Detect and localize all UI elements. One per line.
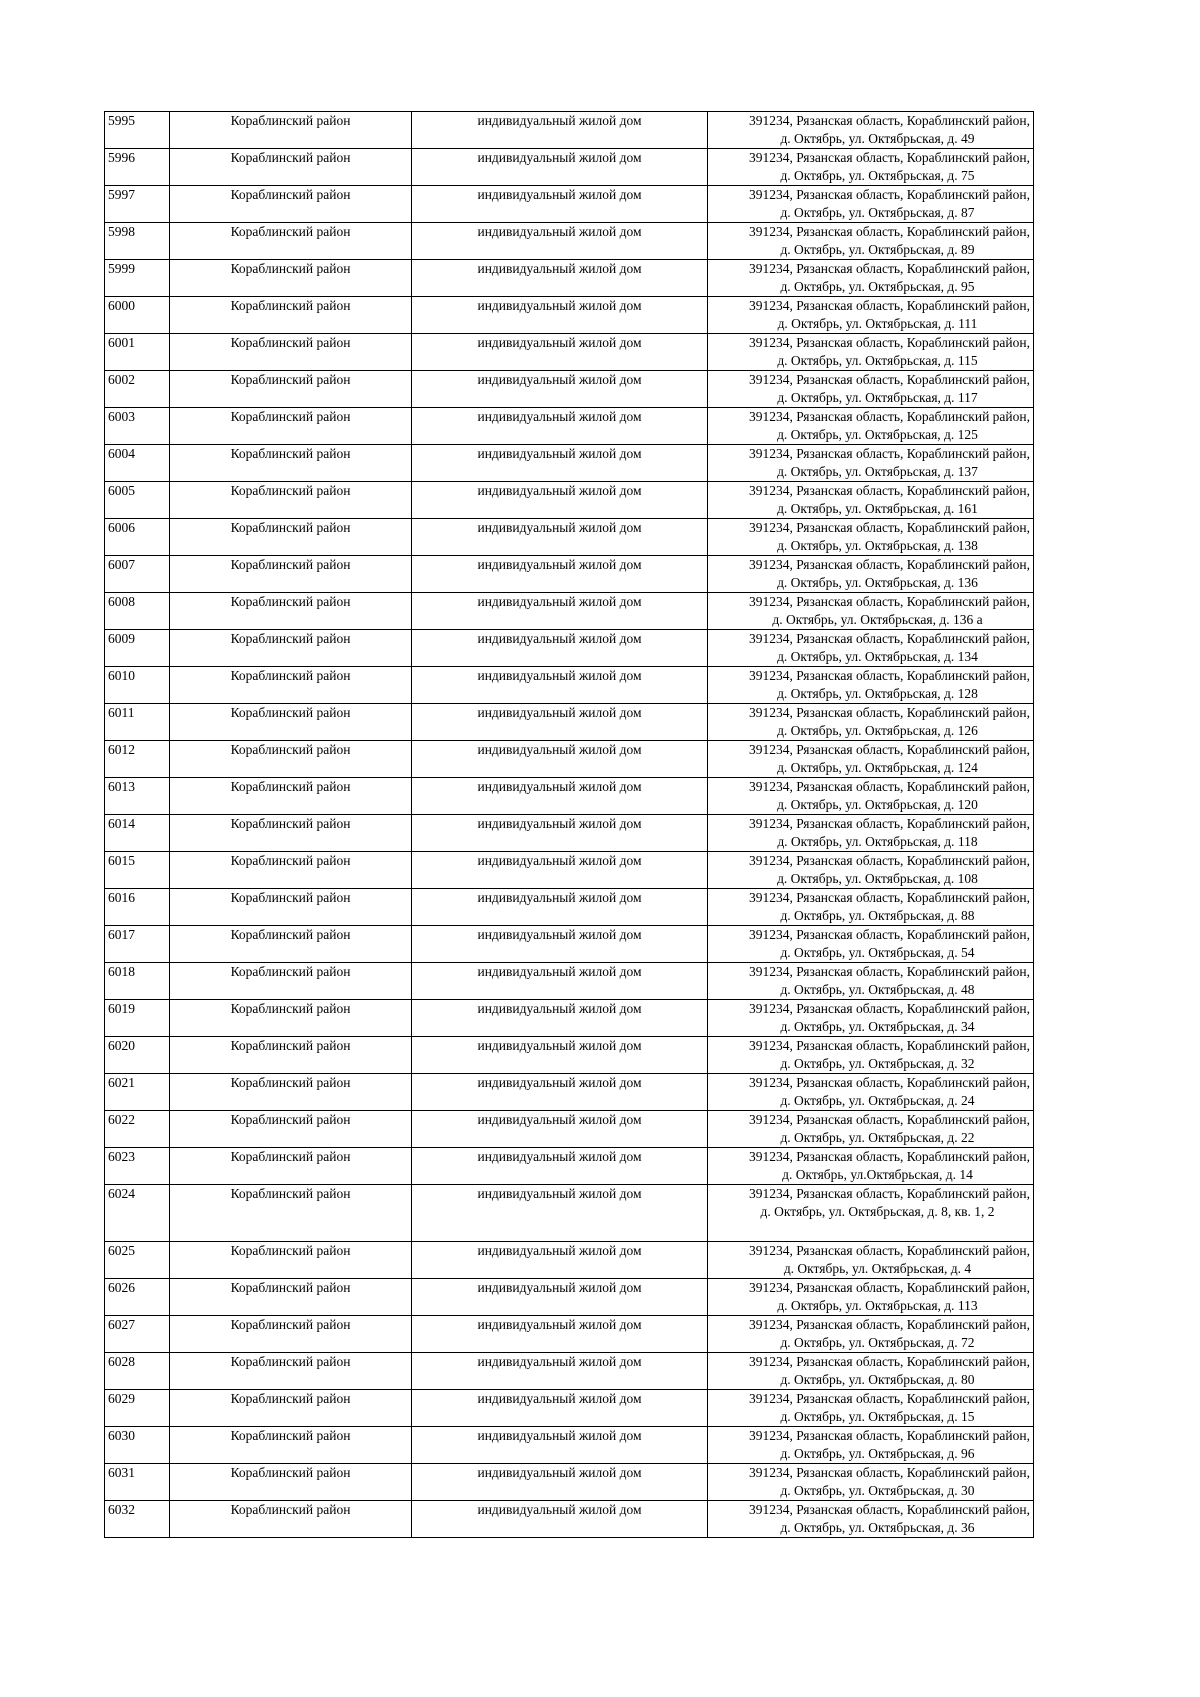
address-line-1: 391234, Рязанская область, Кораблинский район, (749, 594, 1030, 609)
table-row (105, 1427, 1034, 1464)
row-number-cell: 6009 (105, 630, 170, 667)
address-cell (708, 445, 1034, 482)
address-line-2: д. Октябрь, ул. Октябрьская, д. 34 (780, 1019, 975, 1034)
address-line-2: д. Октябрь, ул. Октябрьская, д. 120 (777, 797, 978, 812)
row-number-cell: 6011 (105, 704, 170, 741)
address-cell (708, 1242, 1034, 1279)
address-line-2: д. Октябрь, ул. Октябрьская, д. 161 (777, 501, 978, 516)
object-type-cell: индивидуальный жилой дом (412, 889, 708, 926)
address-line-1: 391234, Рязанская область, Кораблинский район, (749, 557, 1030, 572)
address-line-1: 391234, Рязанская область, Кораблинский район, (749, 483, 1030, 498)
address-line-2: д. Октябрь, ул. Октябрьская, д. 48 (780, 982, 975, 997)
object-type-cell: индивидуальный жилой дом (412, 704, 708, 741)
address-cell (708, 630, 1034, 667)
address-cell (708, 1279, 1034, 1316)
address-line-1: 391234, Рязанская область, Кораблинский район, (749, 1391, 1030, 1406)
address-cell (708, 704, 1034, 741)
address-line-1: 391234, Рязанская область, Кораблинский район, (749, 446, 1030, 461)
address-line-1: 391234, Рязанская область, Кораблинский район, (749, 890, 1030, 905)
address-line-1: 391234, Рязанская область, Кораблинский район, (749, 113, 1030, 128)
address-line-2: д. Октябрь, ул. Октябрьская, д. 113 (777, 1298, 978, 1313)
row-number-cell: 6023 (105, 1148, 170, 1185)
address-line-2: д. Октябрь, ул. Октябрьская, д. 118 (777, 834, 978, 849)
address-line-1: 391234, Рязанская область, Кораблинский район, (749, 1354, 1030, 1369)
table-row (105, 1279, 1034, 1316)
table-row (105, 556, 1034, 593)
object-type-cell: индивидуальный жилой дом (412, 741, 708, 778)
table-row (105, 593, 1034, 630)
row-number-cell: 6005 (105, 482, 170, 519)
address-line-2: д. Октябрь, ул. Октябрьская, д. 88 (780, 908, 975, 923)
table-row (105, 223, 1034, 260)
district-cell: Кораблинский район (170, 112, 412, 149)
district-cell: Кораблинский район (170, 260, 412, 297)
address-line-2: д. Октябрь, ул. Октябрьская, д. 96 (780, 1446, 975, 1461)
address-line-2: д. Октябрь, ул. Октябрьская, д. 95 (780, 279, 975, 294)
address-line-1: 391234, Рязанская область, Кораблинский район, (749, 1243, 1030, 1258)
address-line-2: д. Октябрь, ул. Октябрьская, д. 108 (777, 871, 978, 886)
row-number-cell: 5998 (105, 223, 170, 260)
address-cell (708, 963, 1034, 1000)
row-number-cell: 6003 (105, 408, 170, 445)
address-line-1: 391234, Рязанская область, Кораблинский район, (749, 705, 1030, 720)
row-number-cell: 6028 (105, 1353, 170, 1390)
table-row (105, 112, 1034, 149)
object-type-cell: индивидуальный жилой дом (412, 1000, 708, 1037)
row-number-cell: 5999 (105, 260, 170, 297)
address-line-1: 391234, Рязанская область, Кораблинский район, (749, 779, 1030, 794)
address-line-2: д. Октябрь, ул. Октябрьская, д. 134 (777, 649, 978, 664)
address-line-2: д. Октябрь, ул. Октябрьская, д. 30 (780, 1483, 975, 1498)
address-cell (708, 1501, 1034, 1538)
object-type-cell: индивидуальный жилой дом (412, 1501, 708, 1538)
row-number-cell: 6012 (105, 741, 170, 778)
district-cell: Кораблинский район (170, 963, 412, 1000)
object-type-cell: индивидуальный жилой дом (412, 1464, 708, 1501)
row-number-cell: 6018 (105, 963, 170, 1000)
table-row (105, 334, 1034, 371)
address-line-2: д. Октябрь, ул. Октябрьская, д. 87 (780, 205, 975, 220)
object-type-cell: индивидуальный жилой дом (412, 815, 708, 852)
district-cell: Кораблинский район (170, 1185, 412, 1242)
address-cell (708, 371, 1034, 408)
table-row (105, 260, 1034, 297)
address-line-1: 391234, Рязанская область, Кораблинский район, (749, 298, 1030, 313)
table-row (105, 149, 1034, 186)
address-line-2: д. Октябрь, ул. Октябрьская, д. 72 (780, 1335, 975, 1350)
address-line-1: 391234, Рязанская область, Кораблинский район, (749, 1112, 1030, 1127)
address-line-2: д. Октябрь, ул. Октябрьская, д. 15 (780, 1409, 975, 1424)
address-line-1: 391234, Рязанская область, Кораблинский район, (749, 224, 1030, 239)
address-cell (708, 1427, 1034, 1464)
table-row (105, 667, 1034, 704)
address-line-2: д. Октябрь, ул.Октябрьская, д. 14 (782, 1167, 973, 1182)
district-cell: Кораблинский район (170, 889, 412, 926)
table-row (105, 1316, 1034, 1353)
row-number-cell: 6004 (105, 445, 170, 482)
row-number-cell: 6022 (105, 1111, 170, 1148)
row-number-cell: 6027 (105, 1316, 170, 1353)
district-cell: Кораблинский район (170, 1427, 412, 1464)
address-line-2: д. Октябрь, ул. Октябрьская, д. 138 (777, 538, 978, 553)
object-type-cell: индивидуальный жилой дом (412, 1390, 708, 1427)
address-line-1: 391234, Рязанская область, Кораблинский район, (749, 1001, 1030, 1016)
object-type-cell: индивидуальный жилой дом (412, 186, 708, 223)
table-row (105, 371, 1034, 408)
table-row (105, 1242, 1034, 1279)
address-cell (708, 1353, 1034, 1390)
address-line-2: д. Октябрь, ул. Октябрьская, д. 8, кв. 1, 2 (760, 1204, 995, 1219)
address-line-2: д. Октябрь, ул. Октябрьская, д. 36 (780, 1520, 975, 1535)
address-line-1: 391234, Рязанская область, Кораблинский район, (749, 1317, 1030, 1332)
address-line-2: д. Октябрь, ул. Октябрьская, д. 125 (777, 427, 978, 442)
district-cell: Кораблинский район (170, 519, 412, 556)
district-cell: Кораблинский район (170, 667, 412, 704)
table-row (105, 482, 1034, 519)
table-row (105, 1390, 1034, 1427)
object-type-cell: индивидуальный жилой дом (412, 926, 708, 963)
address-line-2: д. Октябрь, ул. Октябрьская, д. 117 (777, 390, 978, 405)
table-row (105, 445, 1034, 482)
object-type-cell: индивидуальный жилой дом (412, 260, 708, 297)
district-cell: Кораблинский район (170, 297, 412, 334)
address-line-2: д. Октябрь, ул. Октябрьская, д. 137 (777, 464, 978, 479)
address-line-1: 391234, Рязанская область, Кораблинский район, (749, 1149, 1030, 1164)
row-number-cell: 6000 (105, 297, 170, 334)
address-line-2: д. Октябрь, ул. Октябрьская, д. 49 (780, 131, 975, 146)
district-cell: Кораблинский район (170, 815, 412, 852)
address-line-1: 391234, Рязанская область, Кораблинский район, (749, 520, 1030, 535)
district-cell: Кораблинский район (170, 556, 412, 593)
row-number-cell: 6029 (105, 1390, 170, 1427)
address-line-1: 391234, Рязанская область, Кораблинский район, (749, 150, 1030, 165)
address-line-1: 391234, Рязанская область, Кораблинский район, (749, 668, 1030, 683)
table-row (105, 1000, 1034, 1037)
address-cell (708, 1316, 1034, 1353)
table-row (105, 519, 1034, 556)
address-line-2: д. Октябрь, ул. Октябрьская, д. 136 (777, 575, 978, 590)
address-cell (708, 408, 1034, 445)
address-cell (708, 1148, 1034, 1185)
table-row (105, 963, 1034, 1000)
table-row (105, 186, 1034, 223)
address-line-2: д. Октябрь, ул. Октябрьская, д. 80 (780, 1372, 975, 1387)
district-cell: Кораблинский район (170, 1111, 412, 1148)
row-number-cell: 6030 (105, 1427, 170, 1464)
table-row (105, 778, 1034, 815)
address-line-1: 391234, Рязанская область, Кораблинский район, (749, 964, 1030, 979)
object-type-cell: индивидуальный жилой дом (412, 1111, 708, 1148)
table-row (105, 1037, 1034, 1074)
address-line-1: 391234, Рязанская область, Кораблинский район, (749, 927, 1030, 942)
address-cell (708, 1464, 1034, 1501)
object-type-cell: индивидуальный жилой дом (412, 778, 708, 815)
table-row (105, 1464, 1034, 1501)
row-number-cell: 6007 (105, 556, 170, 593)
row-number-cell: 5997 (105, 186, 170, 223)
row-number-cell: 6001 (105, 334, 170, 371)
district-cell: Кораблинский район (170, 1074, 412, 1111)
district-cell: Кораблинский район (170, 1316, 412, 1353)
object-type-cell: индивидуальный жилой дом (412, 1037, 708, 1074)
table-row (105, 297, 1034, 334)
address-cell (708, 1000, 1034, 1037)
table-row (105, 1353, 1034, 1390)
address-line-2: д. Октябрь, ул. Октябрьская, д. 128 (777, 686, 978, 701)
district-cell: Кораблинский район (170, 593, 412, 630)
address-line-1: 391234, Рязанская область, Кораблинский район, (749, 261, 1030, 276)
district-cell: Кораблинский район (170, 741, 412, 778)
district-cell: Кораблинский район (170, 1464, 412, 1501)
address-line-2: д. Октябрь, ул. Октябрьская, д. 115 (777, 353, 978, 368)
table-row (105, 741, 1034, 778)
address-line-1: 391234, Рязанская область, Кораблинский район, (749, 409, 1030, 424)
object-type-cell: индивидуальный жилой дом (412, 297, 708, 334)
row-number-cell: 6025 (105, 1242, 170, 1279)
table-row (105, 1111, 1034, 1148)
address-line-1: 391234, Рязанская область, Кораблинский район, (749, 1428, 1030, 1443)
table-row (105, 1074, 1034, 1111)
district-cell: Кораблинский район (170, 1279, 412, 1316)
object-type-cell: индивидуальный жилой дом (412, 371, 708, 408)
address-cell (708, 1390, 1034, 1427)
address-cell (708, 667, 1034, 704)
address-line-1: 391234, Рязанская область, Кораблинский район, (749, 816, 1030, 831)
object-type-cell: индивидуальный жилой дом (412, 556, 708, 593)
row-number-cell: 6020 (105, 1037, 170, 1074)
address-cell (708, 778, 1034, 815)
address-line-2: д. Октябрь, ул. Октябрьская, д. 22 (780, 1130, 975, 1145)
address-cell (708, 741, 1034, 778)
object-type-cell: индивидуальный жилой дом (412, 1316, 708, 1353)
district-cell: Кораблинский район (170, 1242, 412, 1279)
district-cell: Кораблинский район (170, 186, 412, 223)
object-type-cell: индивидуальный жилой дом (412, 223, 708, 260)
table-row (105, 815, 1034, 852)
address-line-1: 391234, Рязанская область, Кораблинский район, (749, 1502, 1030, 1517)
object-type-cell: индивидуальный жилой дом (412, 1148, 708, 1185)
district-cell: Кораблинский район (170, 1353, 412, 1390)
object-type-cell: индивидуальный жилой дом (412, 445, 708, 482)
district-cell: Кораблинский район (170, 1390, 412, 1427)
table-row (105, 1501, 1034, 1538)
address-cell (708, 297, 1034, 334)
row-number-cell: 6010 (105, 667, 170, 704)
district-cell: Кораблинский район (170, 334, 412, 371)
address-line-1: 391234, Рязанская область, Кораблинский район, (749, 1280, 1030, 1295)
object-type-cell: индивидуальный жилой дом (412, 667, 708, 704)
address-line-2: д. Октябрь, ул. Октябрьская, д. 24 (780, 1093, 975, 1108)
object-type-cell: индивидуальный жилой дом (412, 963, 708, 1000)
district-cell: Кораблинский район (170, 482, 412, 519)
row-number-cell: 6021 (105, 1074, 170, 1111)
row-number-cell: 6013 (105, 778, 170, 815)
address-cell (708, 186, 1034, 223)
address-cell (708, 223, 1034, 260)
district-cell: Кораблинский район (170, 630, 412, 667)
object-type-cell: индивидуальный жилой дом (412, 112, 708, 149)
object-type-cell: индивидуальный жилой дом (412, 1185, 708, 1242)
district-cell: Кораблинский район (170, 149, 412, 186)
object-type-cell: индивидуальный жилой дом (412, 1279, 708, 1316)
address-cell (708, 334, 1034, 371)
address-line-2: д. Октябрь, ул. Октябрьская, д. 124 (777, 760, 978, 775)
district-cell: Кораблинский район (170, 1000, 412, 1037)
address-cell (708, 1037, 1034, 1074)
address-line-1: 391234, Рязанская область, Кораблинский район, (749, 853, 1030, 868)
object-type-cell: индивидуальный жилой дом (412, 852, 708, 889)
address-line-1: 391234, Рязанская область, Кораблинский район, (749, 1186, 1030, 1201)
district-cell: Кораблинский район (170, 926, 412, 963)
address-line-1: 391234, Рязанская область, Кораблинский район, (749, 1465, 1030, 1480)
object-type-cell: индивидуальный жилой дом (412, 519, 708, 556)
row-number-cell: 5995 (105, 112, 170, 149)
district-cell: Кораблинский район (170, 852, 412, 889)
table-row (105, 1148, 1034, 1185)
row-number-cell: 6002 (105, 371, 170, 408)
address-line-1: 391234, Рязанская область, Кораблинский район, (749, 1038, 1030, 1053)
address-line-2: д. Октябрь, ул. Октябрьская, д. 75 (780, 168, 975, 183)
address-line-1: 391234, Рязанская область, Кораблинский район, (749, 1075, 1030, 1090)
address-cell (708, 556, 1034, 593)
row-number-cell: 6024 (105, 1185, 170, 1242)
address-line-1: 391234, Рязанская область, Кораблинский район, (749, 372, 1030, 387)
table-row (105, 852, 1034, 889)
object-type-cell: индивидуальный жилой дом (412, 334, 708, 371)
row-number-cell: 5996 (105, 149, 170, 186)
address-cell (708, 1185, 1034, 1242)
object-type-cell: индивидуальный жилой дом (412, 149, 708, 186)
address-line-1: 391234, Рязанская область, Кораблинский район, (749, 742, 1030, 757)
address-cell (708, 593, 1034, 630)
row-number-cell: 6019 (105, 1000, 170, 1037)
row-number-cell: 6026 (105, 1279, 170, 1316)
object-type-cell: индивидуальный жилой дом (412, 1074, 708, 1111)
district-cell: Кораблинский район (170, 371, 412, 408)
address-cell (708, 519, 1034, 556)
table-row (105, 889, 1034, 926)
row-number-cell: 6032 (105, 1501, 170, 1538)
address-line-2: д. Октябрь, ул. Октябрьская, д. 54 (780, 945, 975, 960)
district-cell: Кораблинский район (170, 1037, 412, 1074)
address-line-1: 391234, Рязанская область, Кораблинский район, (749, 187, 1030, 202)
registry-table-body (105, 112, 1034, 1538)
table-row (105, 704, 1034, 741)
address-cell (708, 482, 1034, 519)
address-line-2: д. Октябрь, ул. Октябрьская, д. 89 (780, 242, 975, 257)
row-number-cell: 6006 (105, 519, 170, 556)
object-type-cell: индивидуальный жилой дом (412, 1353, 708, 1390)
address-cell (708, 149, 1034, 186)
table-row (105, 1185, 1034, 1242)
address-line-2: д. Октябрь, ул. Октябрьская, д. 4 (783, 1261, 972, 1276)
district-cell: Кораблинский район (170, 408, 412, 445)
row-number-cell: 6008 (105, 593, 170, 630)
address-line-2: д. Октябрь, ул. Октябрьская, д. 32 (780, 1056, 975, 1071)
address-cell (708, 112, 1034, 149)
object-type-cell: индивидуальный жилой дом (412, 408, 708, 445)
address-line-1: 391234, Рязанская область, Кораблинский район, (749, 335, 1030, 350)
address-cell (708, 1111, 1034, 1148)
object-type-cell: индивидуальный жилой дом (412, 482, 708, 519)
district-cell: Кораблинский район (170, 1501, 412, 1538)
object-type-cell: индивидуальный жилой дом (412, 1242, 708, 1279)
object-type-cell: индивидуальный жилой дом (412, 593, 708, 630)
object-type-cell: индивидуальный жилой дом (412, 630, 708, 667)
table-row (105, 926, 1034, 963)
object-type-cell: индивидуальный жилой дом (412, 1427, 708, 1464)
row-number-cell: 6015 (105, 852, 170, 889)
table-row (105, 630, 1034, 667)
registry-table (104, 111, 1034, 1538)
row-number-cell: 6031 (105, 1464, 170, 1501)
address-line-1: 391234, Рязанская область, Кораблинский район, (749, 631, 1030, 646)
address-cell (708, 260, 1034, 297)
address-cell (708, 815, 1034, 852)
address-cell (708, 1074, 1034, 1111)
district-cell: Кораблинский район (170, 704, 412, 741)
address-line-2: д. Октябрь, ул. Октябрьская, д. 111 (777, 316, 978, 331)
address-cell (708, 926, 1034, 963)
row-number-cell: 6017 (105, 926, 170, 963)
address-line-2: д. Октябрь, ул. Октябрьская, д. 126 (777, 723, 978, 738)
district-cell: Кораблинский район (170, 778, 412, 815)
district-cell: Кораблинский район (170, 1148, 412, 1185)
address-cell (708, 889, 1034, 926)
district-cell: Кораблинский район (170, 223, 412, 260)
row-number-cell: 6016 (105, 889, 170, 926)
address-cell (708, 852, 1034, 889)
table-row (105, 408, 1034, 445)
address-line-2: д. Октябрь, ул. Октябрьская, д. 136 а (772, 612, 983, 627)
district-cell: Кораблинский район (170, 445, 412, 482)
row-number-cell: 6014 (105, 815, 170, 852)
